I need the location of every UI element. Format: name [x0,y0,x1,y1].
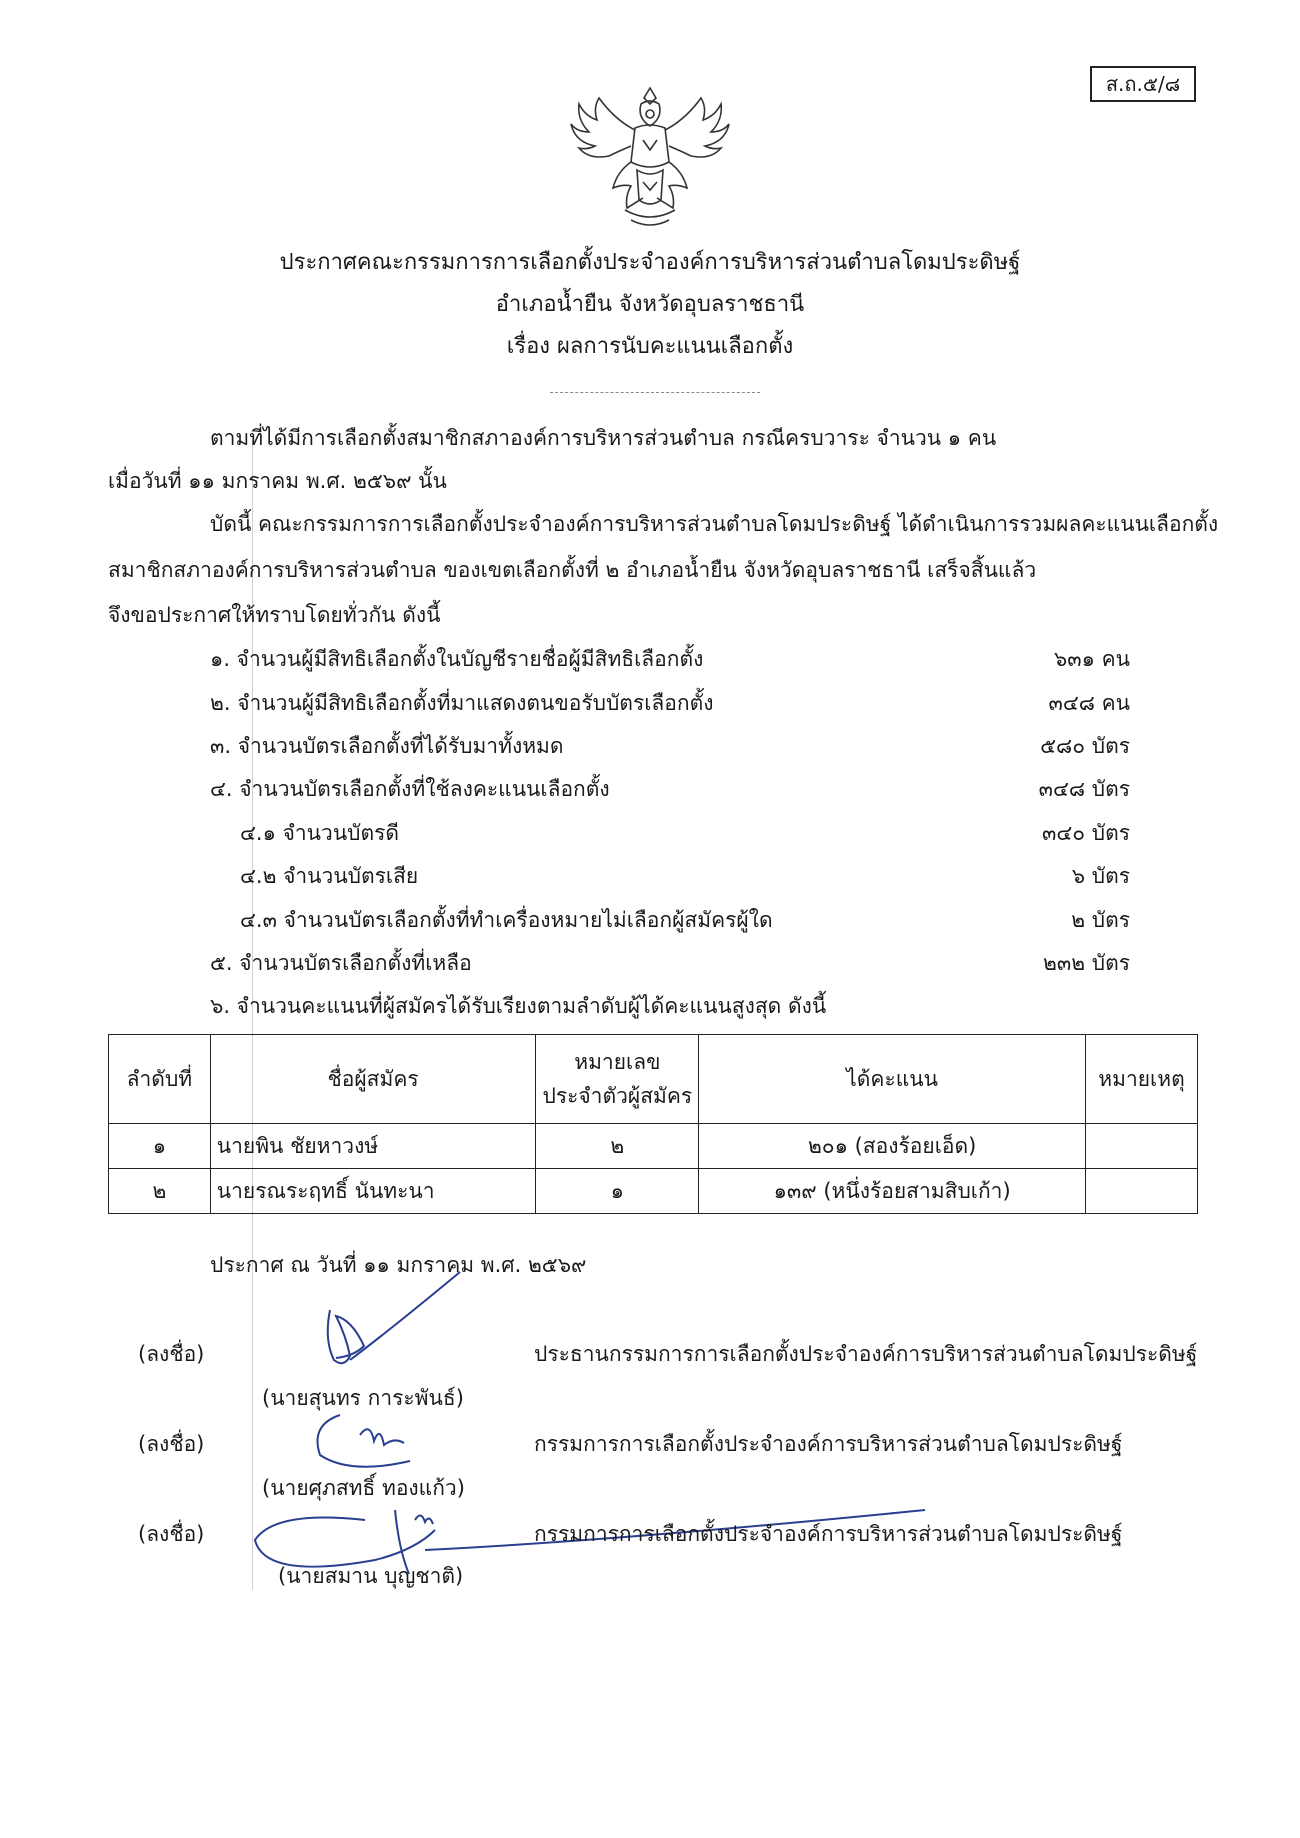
list-item-value: ๓๔๘ บัตร [1038,777,1130,801]
list-item-value: ๒๓๒ บัตร [1043,951,1130,975]
cell-number: ๒ [536,1124,699,1169]
cell-note [1086,1169,1198,1214]
header-votes: ได้คะแนน [699,1035,1086,1124]
header-line-3: เรื่อง ผลการนับคะแนนเลือกตั้ง [506,334,794,359]
cell-note [1086,1124,1198,1169]
cell-name: นายพิน ชัยหาวงษ์ [210,1124,536,1169]
list-item-value: ๖๓๑ คน [1053,647,1130,671]
paragraph-1-line-2: เมื่อวันที่ ๑๑ มกราคม พ.ศ. ๒๕๖๙ นั้น [108,469,447,493]
table-row [109,1124,1198,1169]
header-line-1: ประกาศคณะกรรมการการเลือกตั้งประจำองค์การบริหารส่วนตำบลโดมประดิษฐ์ [279,250,1021,275]
list-item-label: ๔.๑ จำนวนบัตรดี [240,821,400,845]
cell-votes: ๒๐๑ (สองร้อยเอ็ด) [699,1124,1086,1169]
signatory-name: (นายศุภสทธิ์ ทองแก้ว) [262,1476,465,1500]
header-candidate-name: ชื่อผู้สมัคร [210,1035,536,1124]
signatory-role: กรรมการการเลือกตั้งประจำองค์การบริหารส่วนตำบลโดมประดิษฐ์ [534,1432,1123,1456]
list-item-label: ๑. จำนวนผู้มีสิทธิเลือกตั้งในบัญชีรายชื่อผู้มีสิทธิเลือกตั้ง [210,647,704,671]
garuda-emblem-icon [565,70,735,240]
cell-votes: ๑๓๙ (หนึ่งร้อยสามสิบเก้า) [699,1169,1086,1214]
header-number-line-2: ประจำตัวผู้สมัคร [542,1084,693,1108]
cell-number: ๑ [536,1169,699,1214]
signatory-role: ประธานกรรมการการเลือกตั้งประจำองค์การบริหารส่วนตำบลโดมประดิษฐ์ [534,1342,1198,1366]
list-item-label: ๔. จำนวนบัตรเลือกตั้งที่ใช้ลงคะแนนเลือกตั้ง [210,777,610,801]
table-row [109,1169,1198,1214]
signature-label: (ลงชื่อ) [138,1522,205,1546]
announce-date: ประกาศ ณ วันที่ ๑๑ มกราคม พ.ศ. ๒๕๖๙ [210,1253,587,1277]
signature-mark-2 [300,1405,460,1475]
signature-label: (ลงชื่อ) [138,1342,205,1366]
list-item-label: ๔.๒ จำนวนบัตรเสีย [240,864,419,888]
form-code-box: ส.ถ.๕/๘ [1090,66,1196,102]
signatory-name: (นายสุนทร การะพันธ์) [262,1386,464,1410]
header-number-line-1: หมายเลข [574,1050,661,1074]
cell-rank: ๒ [109,1169,211,1214]
list-item-value: ๕๘๐ บัตร [1040,734,1130,758]
list-item-value: ๓๔๐ บัตร [1042,821,1130,845]
cell-name: นายรณระฤทธิ์ นันทะนา [210,1169,536,1214]
paragraph-2-line-3: จึงขอประกาศให้ทราบโดยทั่วกัน ดังนี้ [108,603,441,627]
table-header-row [109,1035,1198,1124]
signature-label: (ลงชื่อ) [138,1432,205,1456]
paragraph-2-line-1: บัดนี้ คณะกรรมการการเลือกตั้งประจำองค์การบริหารส่วนตำบลโดมประดิษฐ์ ได้ดำเนินการรวมผลคะแนนเลือกตั้ง [210,512,1219,536]
header-rank: ลำดับที่ [109,1035,211,1124]
list-item-value: ๖ บัตร [1071,864,1130,888]
results-table [108,1034,1198,1214]
header-candidate-number [536,1035,699,1124]
list-item-label: ๖. จำนวนคะแนนที่ผู้สมัครได้รับเรียงตามลำดับผู้ได้คะแนนสูงสุด ดังนี้ [210,994,827,1018]
list-item-label: ๔.๓ จำนวนบัตรเลือกตั้งที่ทำเครื่องหมายไม่เลือกผู้สมัครผู้ใด [240,908,773,932]
list-item-value: ๒ บัตร [1071,908,1130,932]
list-item-label: ๕. จำนวนบัตรเลือกตั้งที่เหลือ [210,951,472,975]
header-line-2: อำเภอน้ำยืน จังหวัดอุบลราชธานี [495,292,805,317]
signature-mark-1 [290,1270,490,1380]
signatory-name: (นายสมาน บุญชาติ) [278,1564,464,1588]
list-item-value: ๓๔๘ คน [1048,691,1130,715]
cell-rank: ๑ [109,1124,211,1169]
header-note: หมายเหตุ [1086,1035,1198,1124]
header-divider [550,392,760,393]
list-item-label: ๓. จำนวนบัตรเลือกตั้งที่ได้รับมาทั้งหมด [210,734,564,758]
list-item-label: ๒. จำนวนผู้มีสิทธิเลือกตั้งที่มาแสดงตนขอรับบัตรเลือกตั้ง [210,691,714,715]
signatory-role: กรรมการการเลือกตั้งประจำองค์การบริหารส่วนตำบลโดมประดิษฐ์ [534,1522,1123,1546]
paragraph-1-line-1: ตามที่ได้มีการเลือกตั้งสมาชิกสภาองค์การบริหารส่วนตำบล กรณีครบวาระ จำนวน ๑ คน [210,426,997,450]
paragraph-2-line-2: สมาชิกสภาองค์การบริหารส่วนตำบล ของเขตเลือกตั้งที่ ๒ อำเภอน้ำยืน จังหวัดอุบลราชธานี เสร็จสิ้นแล้ว [108,558,1037,582]
